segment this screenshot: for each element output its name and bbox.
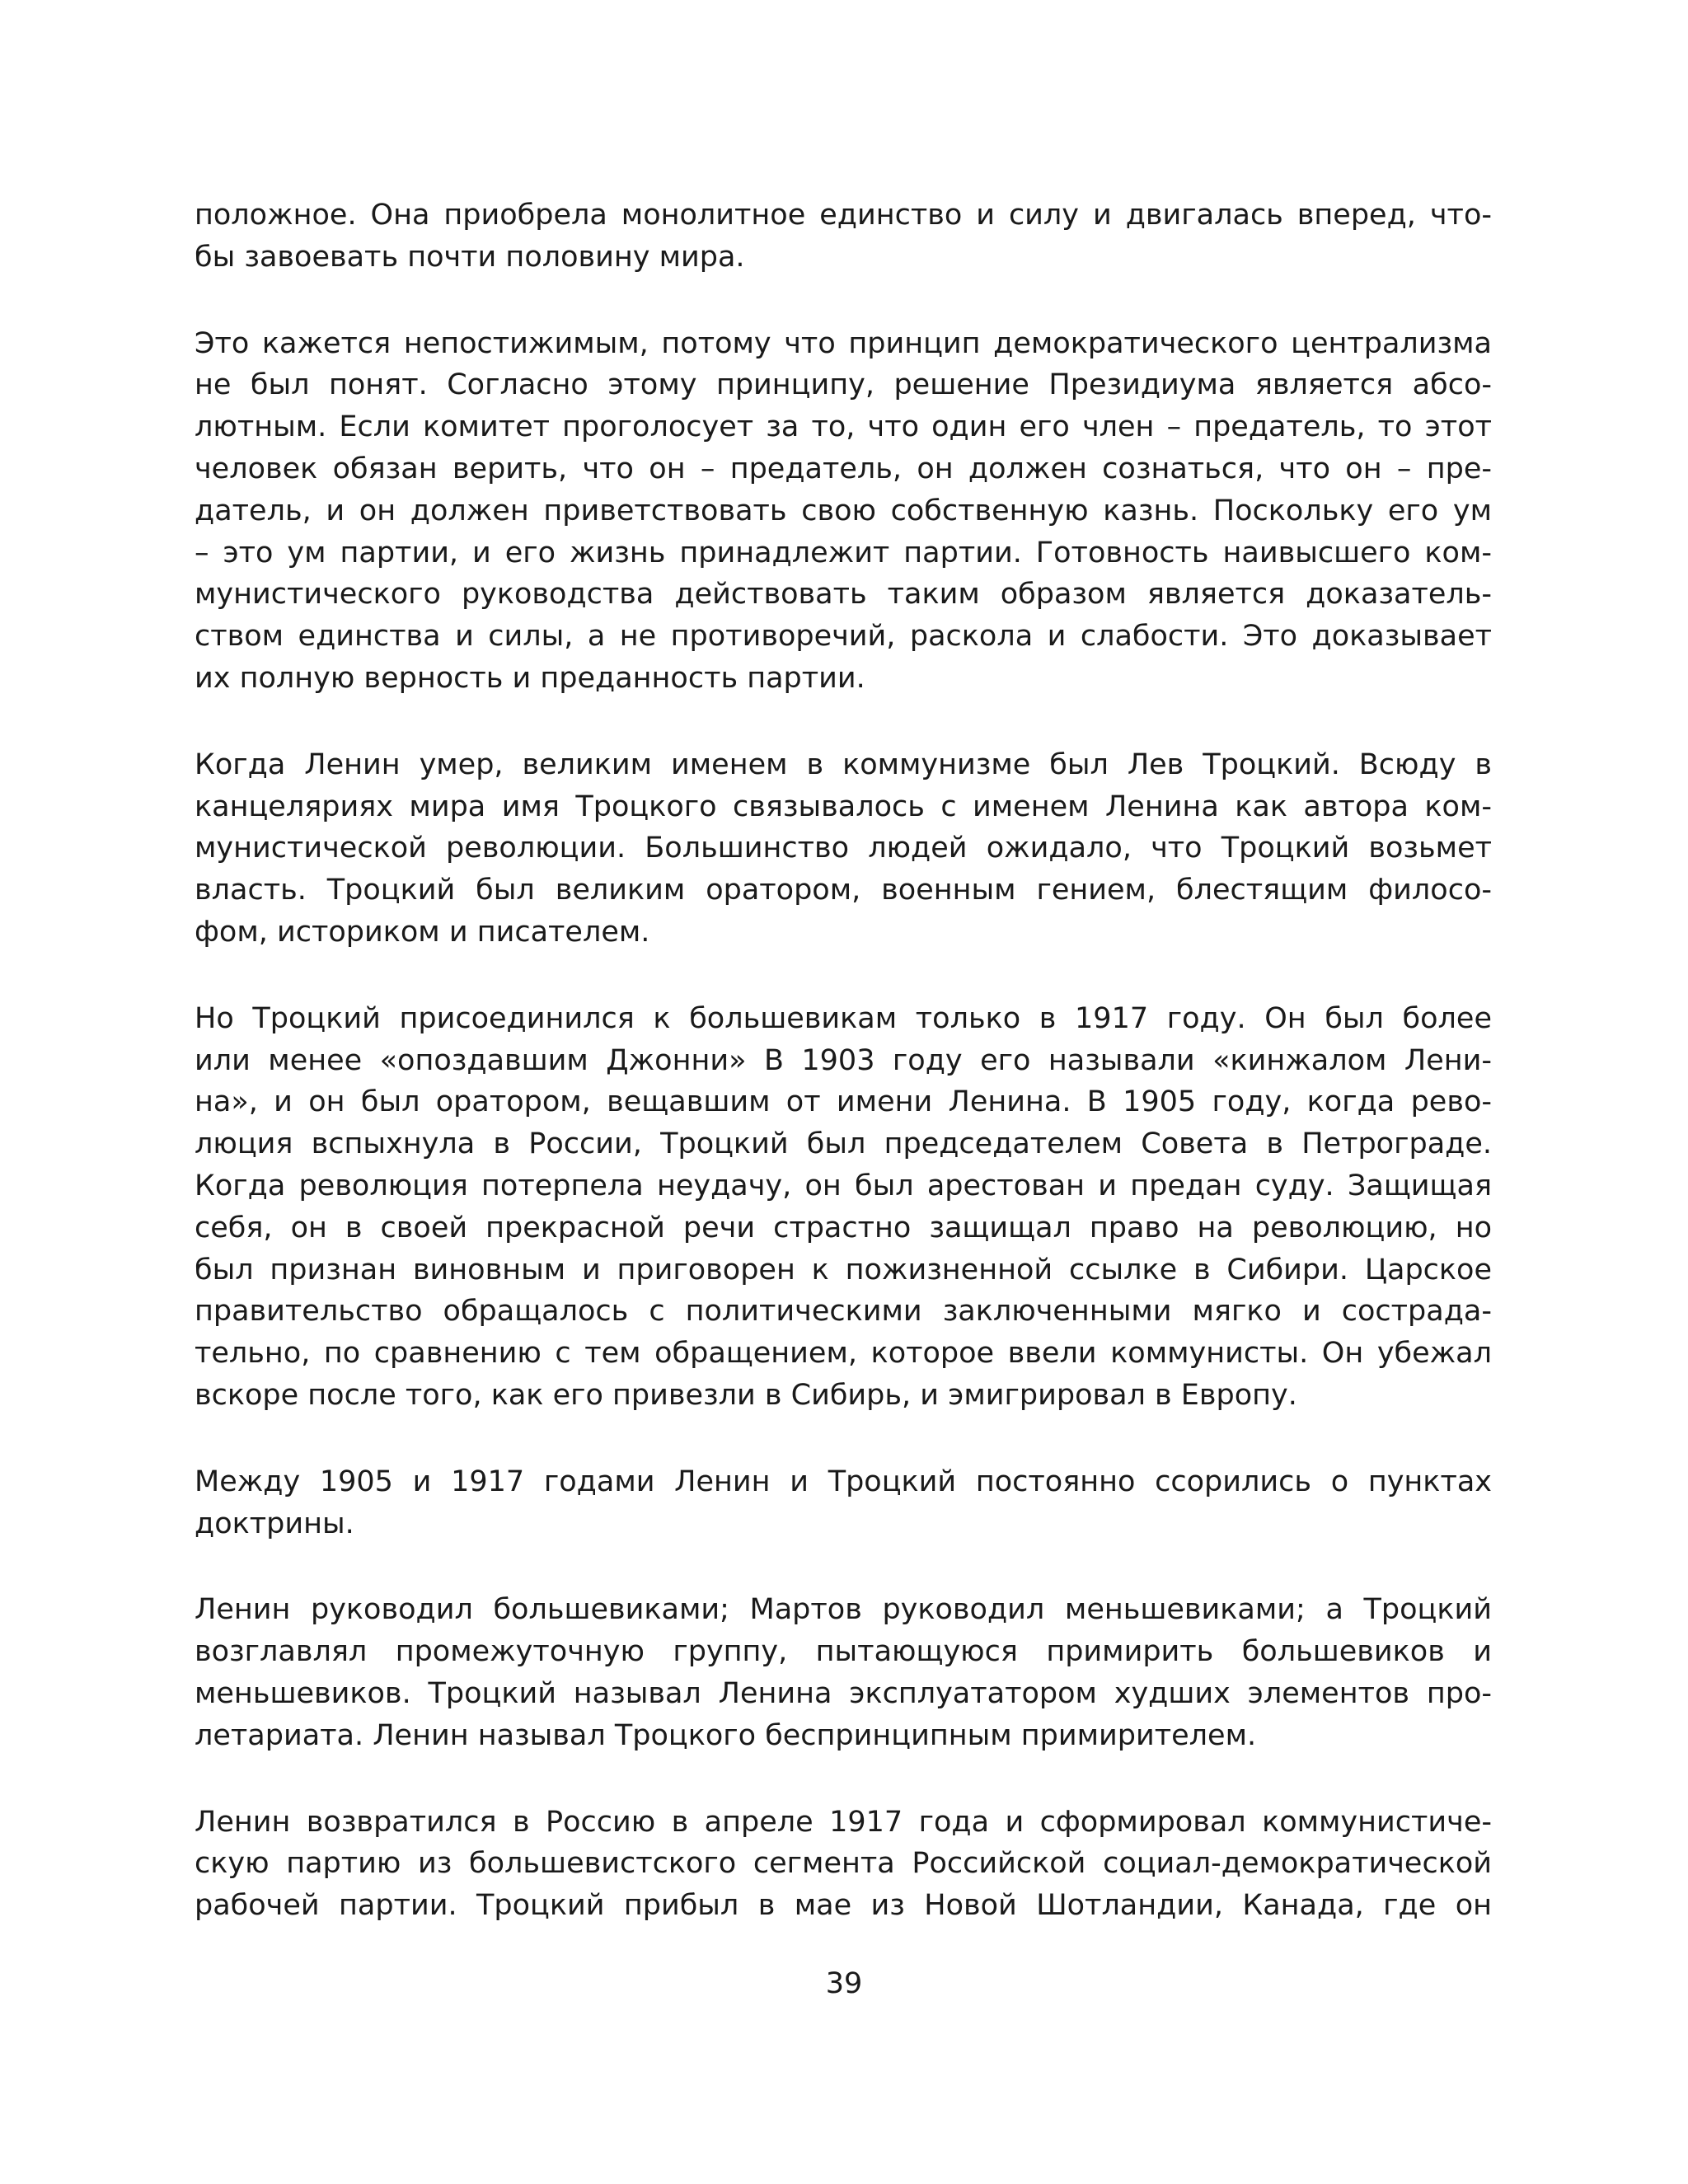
paragraph [195,194,1492,279]
page-number: 39 [825,1967,863,2000]
text-line: себя, он в своей прекрасной речи страстно защищал право на революцию, но [195,1211,1492,1244]
text-line: доктрины. [195,1507,354,1540]
text-line: – это ум партии, и его жизнь принадлежит партии. Готовность наивысшего ком- [195,536,1492,569]
text-line: правительство обращалось с политическими заключенными мягко и сострада- [195,1295,1492,1329]
text-line: меньшевиков. Троцкий называл Ленина эксплуататором худших элементов про- [195,1676,1492,1710]
text-line: лютным. Если комитет проголосует за то, что один его член – предатель, то этот [195,410,1492,444]
text-line: датель, и он должен приветствовать свою собственную казнь. Поскольку его ум [195,494,1492,527]
text-line: их полную верность и преданность партии. [195,661,865,695]
text-line: летариата. Ленин называл Троцкого беспринципным примирителем. [195,1718,1257,1752]
text-line: или менее «опоздавшим Джонни» В 1903 году его называли «кинжалом Лени- [195,1043,1492,1077]
text-line: рабочей партии. Троцкий прибыл в мае из Новой Шотландии, Канада, где он [195,1889,1492,1923]
text-line: Ленин возвратился в Россию в апреле 1917 года и сформировал коммунистиче- [195,1805,1492,1839]
paragraph [195,744,1492,954]
text-line: Когда революция потерпела неудачу, он был арестован и предан суду. Защищая [195,1169,1492,1202]
text-line: был признан виновным и приговорен к пожизненной ссылке в Сибири. Царское [195,1253,1492,1286]
paragraph [195,1461,1492,1545]
text-line: тельно, по сравнению с тем обращением, которое ввели коммунисты. Он убежал [195,1337,1492,1371]
paragraph [195,1589,1492,1756]
text-line: ством единства и силы, а не противоречий, раскола и слабости. Это доказывает [195,620,1492,654]
text-line: мунистической революции. Большинство людей ожидало, что Троцкий возьмет [195,832,1492,865]
text-line: скую партию из большевистского сегмента Российской социал-демократической [195,1847,1492,1881]
text-line: власть. Троцкий был великим оратором, военным гением, блестящим филосо- [195,874,1492,907]
text-line: мунистического руководства действовать таким образом является доказатель- [195,578,1492,612]
page-body [195,194,1492,1971]
text-line: положное. Она приобрела монолитное единство и силу и двигалась вперед, что- [195,199,1492,232]
text-line: Ленин руководил большевиками; Мартов руководил меньшевиками; а Троцкий [195,1593,1492,1627]
text-line: не был понят. Согласно этому принципу, решение Президиума является абсо- [195,368,1492,402]
text-line: бы завоевать почти половину мира. [195,240,745,274]
paragraph [195,998,1492,1417]
paragraph [195,323,1492,700]
text-line: Когда Ленин умер, великим именем в коммунизме был Лев Троцкий. Всюду в [195,748,1492,781]
text-line: люция вспыхнула в России, Троцкий был председателем Совета в Петрограде. [195,1127,1492,1161]
text-line: Но Троцкий присоединился к большевикам только в 1917 году. Он был более [195,1001,1492,1035]
paragraph [195,1802,1492,1927]
text-line: фом, историком и писателем. [195,915,650,949]
text-line: человек обязан верить, что он – предатель, он должен сознаться, что он – пре- [195,452,1492,485]
text-line: вскоре после того, как его привезли в Сибирь, и эмигрировал в Европу. [195,1378,1297,1412]
text-line: на», и он был оратором, вещавшим от имени Ленина. В 1905 году, когда рево- [195,1085,1492,1119]
text-line: Это кажется непостижимым, потому что принцип демократического централизма [195,326,1492,360]
text-line: канцеляриях мира имя Троцкого связывалось с именем Ленина как автора ком- [195,790,1492,823]
text-line: возглавлял промежуточную группу, пытающуюся примирить большевиков и [195,1635,1492,1669]
text-line: Между 1905 и 1917 годами Ленин и Троцкий постоянно ссорились о пунктах [195,1465,1492,1498]
